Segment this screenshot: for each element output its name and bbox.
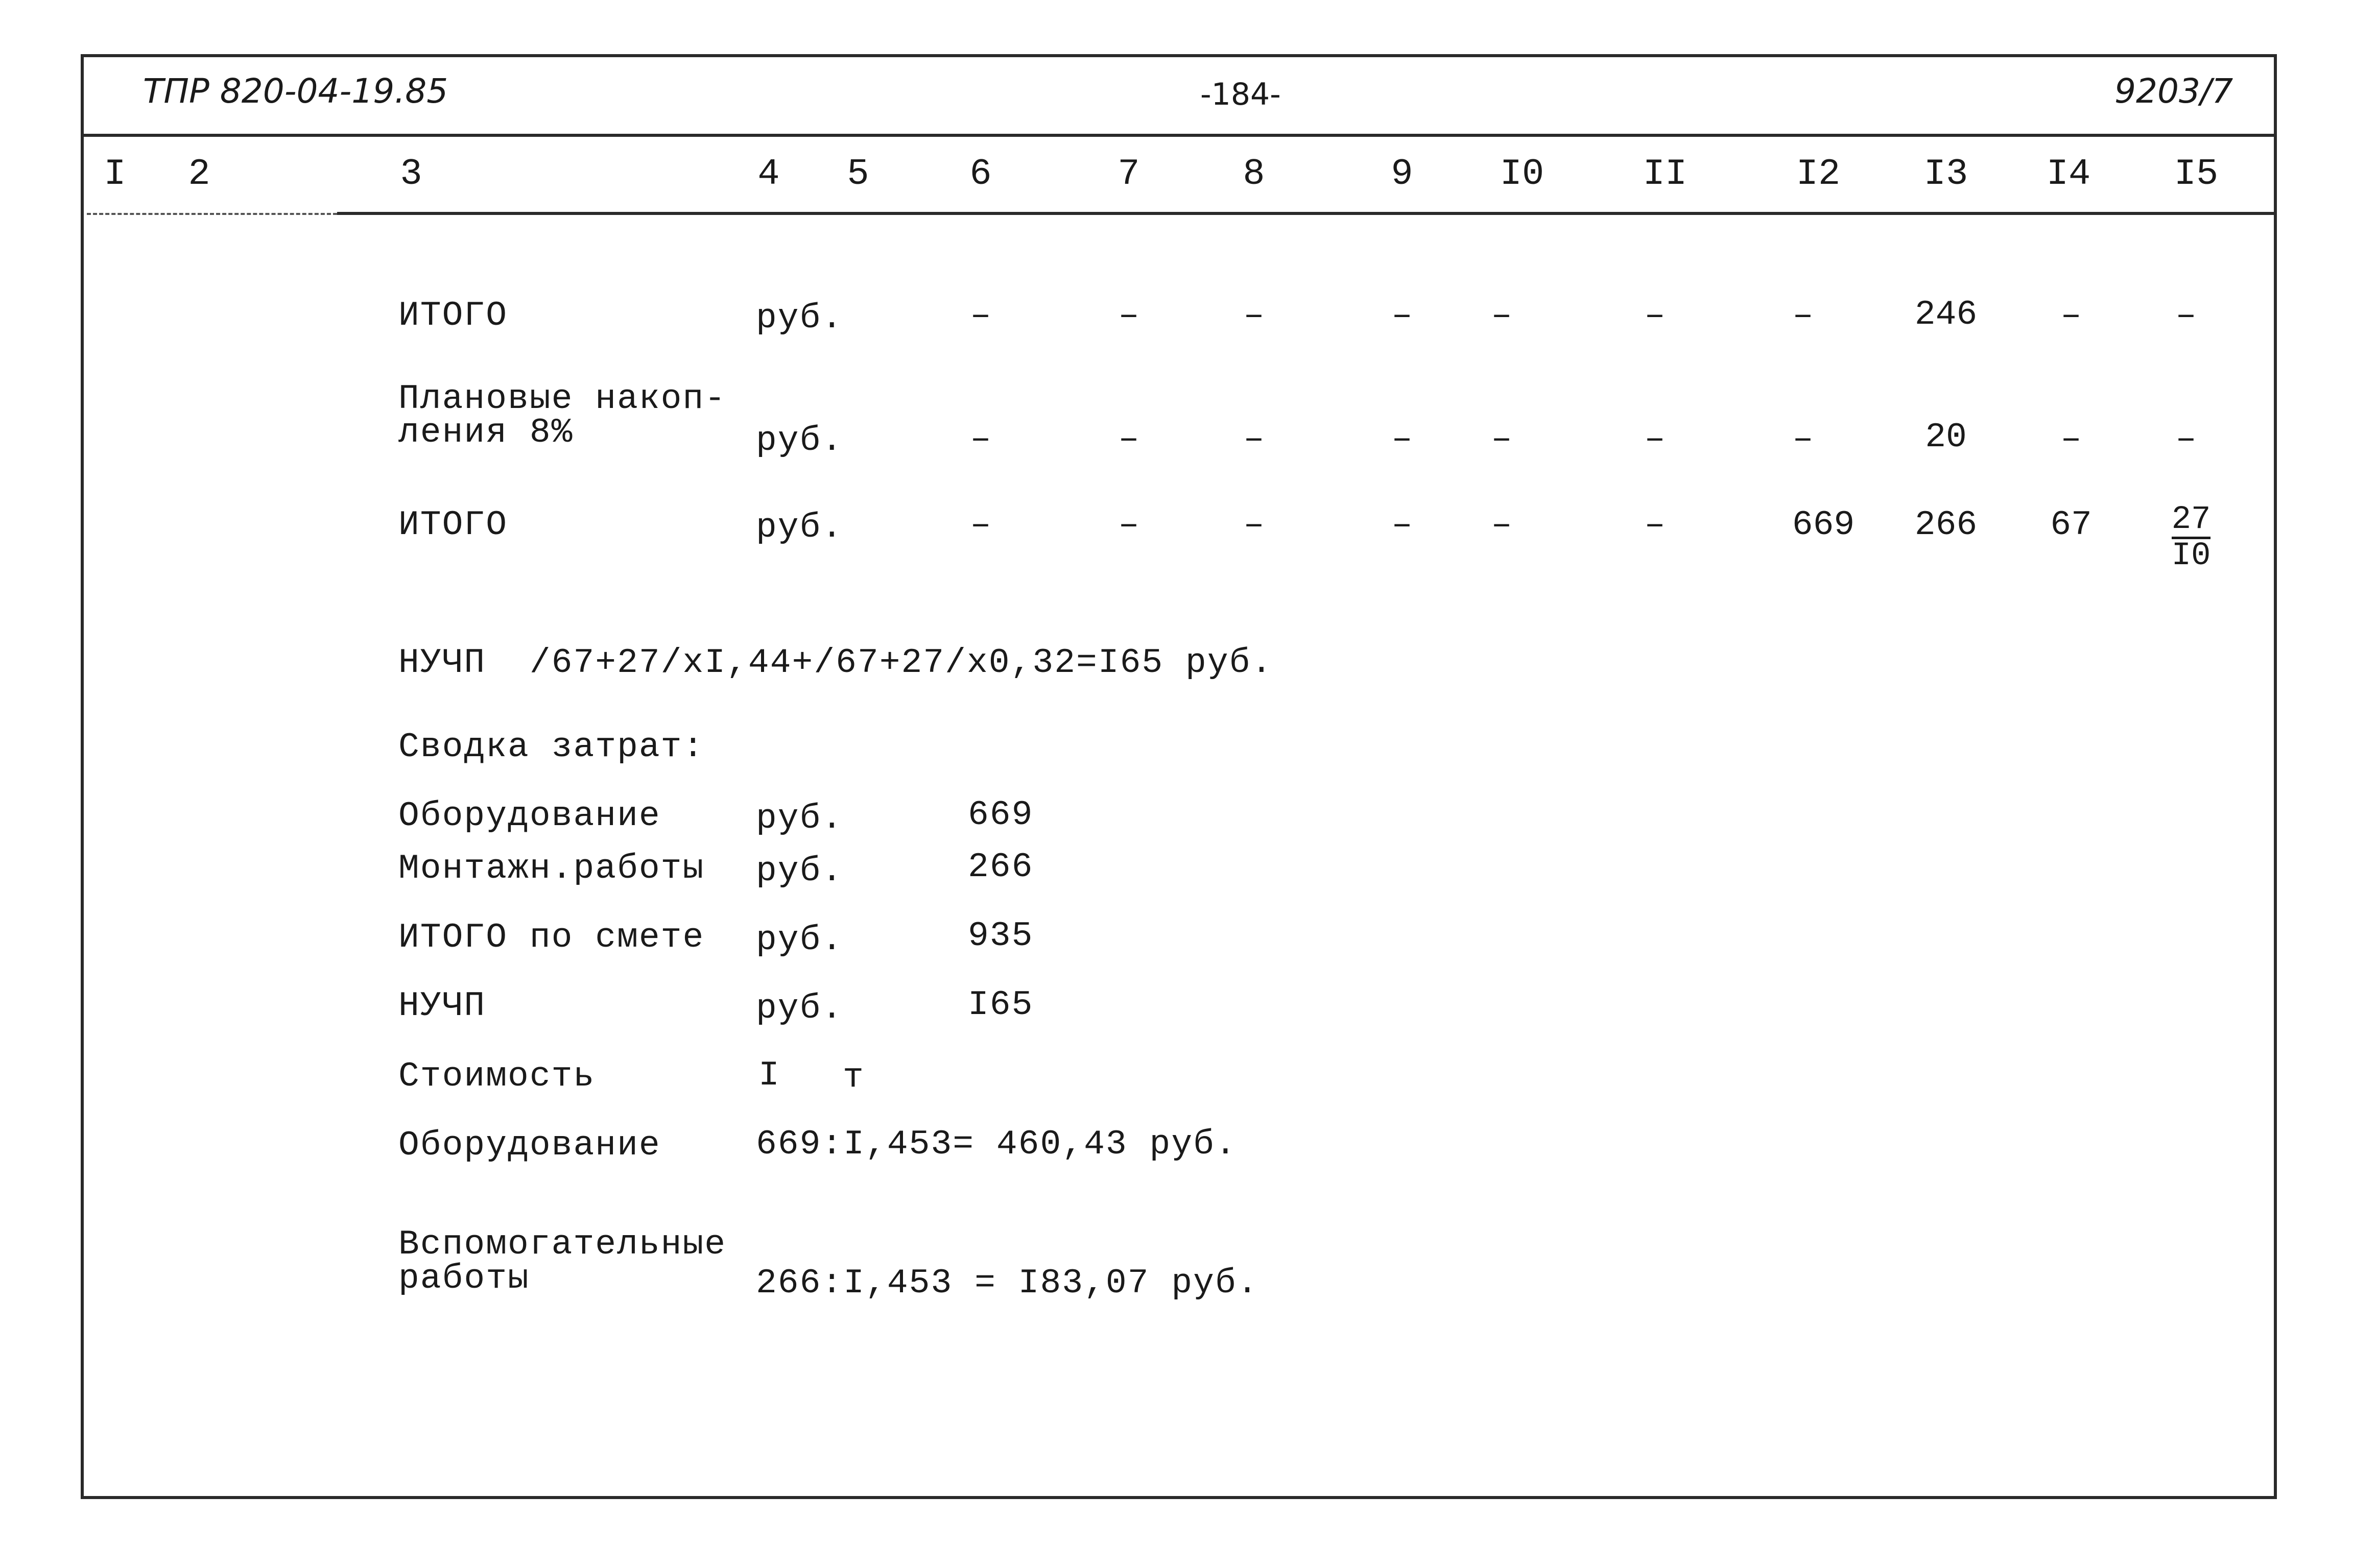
page-number: -184- bbox=[1200, 77, 1281, 112]
column-number: I5 bbox=[2174, 153, 2219, 195]
column-number: 7 bbox=[1118, 153, 1140, 195]
cell-c8: – bbox=[1243, 296, 1265, 335]
cell-c9: – bbox=[1391, 420, 1413, 459]
column-header-rule bbox=[337, 212, 2277, 215]
summary-unit: руб. bbox=[756, 989, 844, 1028]
summary-unit: руб. bbox=[756, 852, 844, 891]
cell-c6: – bbox=[970, 420, 991, 459]
column-number: 3 bbox=[400, 153, 422, 195]
cell-c8: – bbox=[1243, 505, 1265, 545]
summary-label: ИТОГО по смете bbox=[398, 918, 705, 957]
cell-c14: – bbox=[2060, 420, 2082, 459]
column-number: I0 bbox=[1500, 153, 1544, 195]
summary-label: Оборудование bbox=[398, 797, 661, 836]
summary-value: 266 bbox=[968, 848, 1034, 887]
column-number: 8 bbox=[1243, 153, 1265, 195]
formula-line: НУЧП /67+27/xI,44+/67+27/x0,32=I65 руб. bbox=[398, 643, 1273, 683]
row-unit: руб. bbox=[756, 508, 844, 547]
cell-c12: – bbox=[1792, 296, 1814, 335]
column-number: I2 bbox=[1796, 153, 1841, 195]
cell-c13: 246 bbox=[1914, 295, 1978, 334]
document-code: ТПР 820-04-19.85 bbox=[143, 71, 448, 111]
fraction-numerator: 27 bbox=[2171, 501, 2211, 538]
cell-c15: – bbox=[2175, 296, 2197, 335]
column-number: 6 bbox=[969, 153, 992, 195]
column-header-dashed-rule bbox=[87, 213, 337, 215]
cell-c6: – bbox=[970, 296, 991, 335]
cell-c9: – bbox=[1391, 296, 1413, 335]
cost-label: Стоимость bbox=[398, 1057, 596, 1096]
cell-c8: – bbox=[1243, 420, 1265, 459]
summary-value: 669 bbox=[968, 795, 1034, 835]
cell-c11: – bbox=[1644, 505, 1666, 545]
row-label-plan-line1: Плановые накоп- bbox=[398, 379, 727, 419]
column-number: 4 bbox=[757, 153, 780, 195]
aux-label-line1: Вспомогательные bbox=[398, 1225, 727, 1264]
column-number: I4 bbox=[2046, 153, 2091, 195]
cell-c12: 669 bbox=[1792, 505, 1855, 545]
row-unit: руб. bbox=[756, 299, 844, 338]
cell-c10: – bbox=[1491, 296, 1512, 335]
cell-c15: – bbox=[2175, 420, 2197, 459]
cell-c9: – bbox=[1391, 505, 1413, 545]
summary-label: НУЧП bbox=[398, 986, 486, 1026]
summary-value: 935 bbox=[968, 916, 1034, 956]
cell-c13: 20 bbox=[1925, 418, 1967, 457]
summary-unit: руб. bbox=[756, 921, 844, 960]
cell-c10: – bbox=[1491, 505, 1512, 545]
row-label-plan-line2: ления 8% bbox=[398, 413, 574, 452]
fraction-denominator: I0 bbox=[2171, 538, 2211, 574]
row-label-itogo: ИТОГО bbox=[398, 296, 508, 335]
column-number: I bbox=[104, 153, 126, 195]
column-number: II bbox=[1643, 153, 1687, 195]
cell-c6: – bbox=[970, 505, 991, 545]
cell-c13: 266 bbox=[1914, 505, 1978, 545]
summary-value: I65 bbox=[968, 985, 1034, 1025]
column-number: 9 bbox=[1391, 153, 1413, 195]
cell-c11: – bbox=[1644, 420, 1666, 459]
cell-c11: – bbox=[1644, 296, 1666, 335]
summary-title: Сводка затрат: bbox=[398, 728, 705, 767]
sheet-number: 9203/7 bbox=[2114, 71, 2233, 111]
cell-c14: 67 bbox=[2050, 505, 2092, 545]
column-number: 5 bbox=[847, 153, 869, 195]
header-rule bbox=[81, 134, 2277, 137]
equipment-label: Оборудование bbox=[398, 1126, 661, 1165]
cell-c7: – bbox=[1118, 505, 1139, 545]
aux-calc: 266:I,453 = I83,07 руб. bbox=[756, 1264, 1259, 1303]
cell-c15-fraction bbox=[2158, 503, 2224, 573]
summary-label: Монтажн.работы bbox=[398, 849, 705, 888]
cell-c10: – bbox=[1491, 420, 1512, 459]
column-number: I3 bbox=[1923, 153, 1968, 195]
column-number: 2 bbox=[188, 153, 210, 195]
cost-t: т bbox=[843, 1058, 865, 1097]
cost-i: I bbox=[758, 1056, 780, 1095]
cell-c7: – bbox=[1118, 420, 1139, 459]
equipment-calc: 669:I,453= 460,43 руб. bbox=[756, 1125, 1237, 1164]
cell-c14: – bbox=[2060, 296, 2082, 335]
cell-c7: – bbox=[1118, 296, 1139, 335]
summary-unit: руб. bbox=[756, 799, 844, 838]
row-unit: руб. bbox=[756, 421, 844, 461]
aux-label-line2: работы bbox=[398, 1259, 530, 1298]
row-label-itogo: ИТОГО bbox=[398, 505, 508, 545]
cell-c12: – bbox=[1792, 420, 1814, 459]
